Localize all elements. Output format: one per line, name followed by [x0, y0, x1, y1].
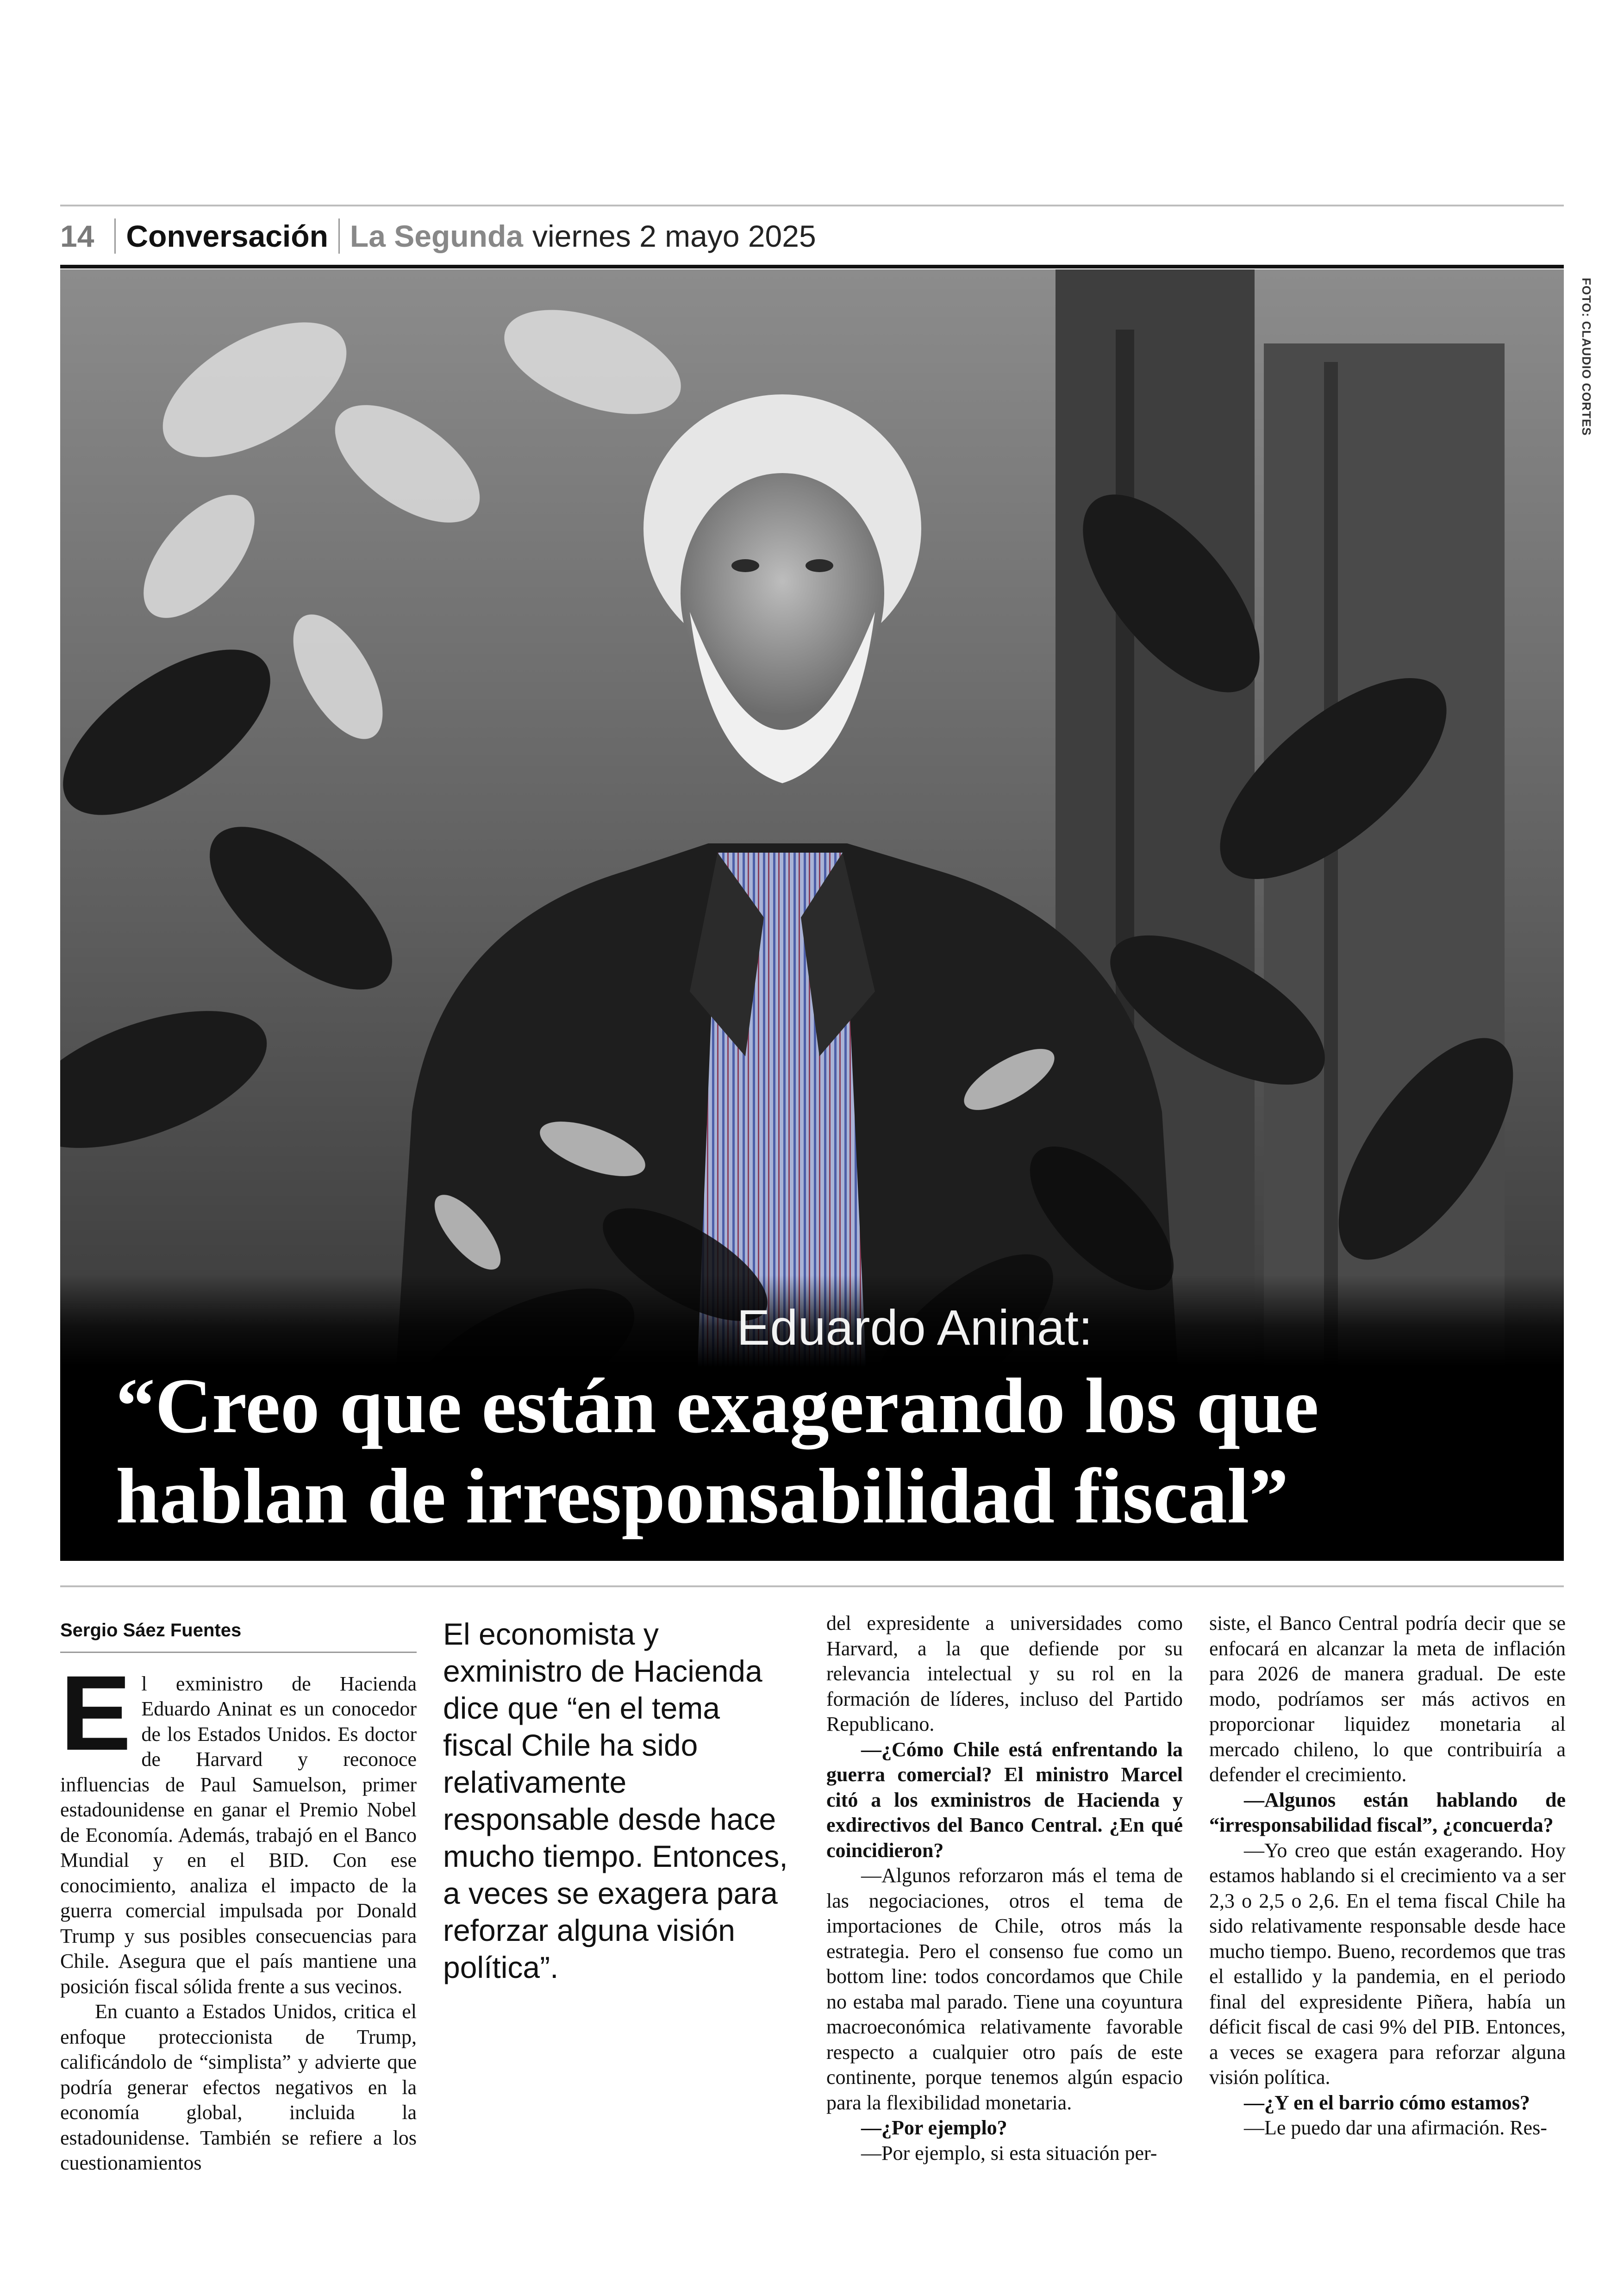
header-divider [338, 218, 340, 254]
header-divider [114, 218, 116, 254]
interview-question: —¿Y en el barrio cómo estamos? [1244, 2091, 1530, 2114]
lead-paragraph [60, 1653, 417, 2000]
issue-date: viernes 2 mayo 2025 [532, 219, 816, 253]
photo-credit [1569, 278, 1597, 472]
interview-answer: —Por ejemplo, si esta situación per- [861, 2141, 1157, 2164]
headline-title: “Creo que están exagerando los que hablan de irresponsabilidad fiscal” [116, 1362, 1319, 1540]
photo-credit-text: FOTO: CLAUDIO CORTES [1580, 278, 1593, 436]
interview-question: —¿Por ejemplo? [861, 2116, 1007, 2139]
interview-answer: —Le puedo dar una afirmación. Res- [1244, 2116, 1547, 2139]
byline: Sergio Sáez Fuentes [60, 1620, 242, 1640]
article-column-3 [826, 1611, 1183, 2166]
interview-answer: —Yo creo que están exagerando. Hoy estamos hablando si el crecimiento va a ser 2,3 o 2,5 o 2,6. En el tema fiscal Chile ha sido relativamente responsable desde hace mucho tiempo. Bueno, recordemos que tras el estallido y la pandemia, en el periodo final del expresidente Piñera, había un déficit fiscal de casi 9% del PIB. Entonces, a veces se exagera para reforzar alguna visión política. [1209, 1839, 1566, 2089]
section-name: Conversación [126, 219, 328, 253]
headline-box [60, 1275, 1564, 1561]
body-rule [60, 1585, 1564, 1587]
newspaper-name: La Segunda [350, 219, 523, 253]
page-number: 14 [60, 219, 94, 253]
interview-answer: —Algunos reforzaron más el tema de las negociaciones, otros el tema de importaciones de Chile, otros más la estrategia. Pero el consenso fue como un bottom line: todos concordamos que Chile no estaba mal parado. Tiene una coyuntura macroeconómica relativamente favorable respecto a cualquier otro país de este continente, porque tenemos algún espacio para la flexibilidad monetaria. [826, 1864, 1183, 2114]
drop-cap: E [60, 1653, 131, 1772]
page-header [60, 211, 1564, 262]
paragraph: En cuanto a Estados Unidos, critica el enfoque proteccionista de Trump, calificándolo de “simplista” y advierte que podría generar efectos negativos en la economía global, incluida la estadounidense. También se refiere a los cuestionamientos [60, 2000, 417, 2174]
headline-kicker: Eduardo Aninat: [737, 1299, 1093, 1355]
interview-question: —Algunos están hablando de “irresponsabilidad fiscal”, ¿concuerda? [1209, 1788, 1566, 1836]
paragraph: del expresidente a universidades como Harvard, a la que defiende por su relevancia intelectual y su rol en la formación de líderes, incluso del Partido Republicano. [826, 1612, 1183, 1735]
top-rule [60, 205, 1564, 206]
article-column-4 [1209, 1611, 1566, 2141]
byline-rule [60, 1652, 417, 1653]
interview-question: —¿Cómo Chile está enfrentando la guerra comercial? El ministro Marcel citó a los exministros de Hacienda y exdirectivos del Banco Central. ¿En qué coincidieron? [826, 1738, 1183, 1862]
pull-quote: El economista y exministro de Hacienda dice que “en el tema fiscal Chile ha sido relativamente responsable desde hace mucho tiempo. Entonces, a veces se exagera para reforzar alguna visión política”. [443, 1617, 788, 1984]
paragraph: siste, el Banco Central podría decir que se enfocará en alcanzar la meta de inflación para 2026 de manera gradual. De este modo, podríamos ser más activos en proporcionar liquidez monetaria al mercado chileno, lo que contribuiría a defender el crecimiento. [1209, 1612, 1566, 1786]
lead-text: l exministro de Hacienda Eduardo Aninat es un conocedor de los Estados Unidos. Es doctor de Harvard y reconoce influencias de Paul Samuelson, primer estadounidense en ganar el Premio Nobel de Economía. Además, trabajó en el Banco Mundial y en el BID. Con ese conocimiento, analiza el impacto de la guerra comercial impulsada por Donald Trump y sus posibles consecuencias para Chile. Asegura que el país mantiene una posición fiscal sólida frente a sus vecinos. [60, 1672, 417, 1998]
header-rule [60, 265, 1564, 268]
article-column-1 [60, 1611, 417, 2176]
